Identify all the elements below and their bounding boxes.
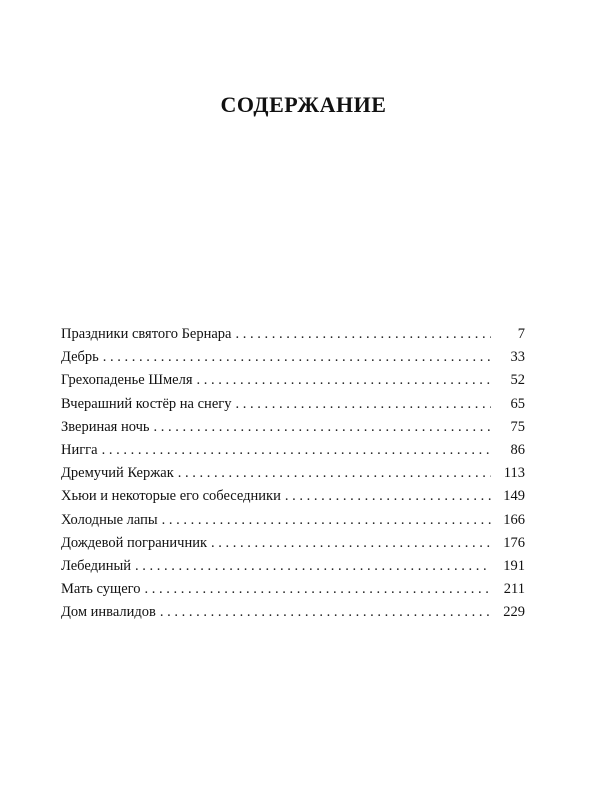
toc-entry-title: Хьюи и некоторые его собеседники (61, 488, 281, 505)
toc-entry-page: 33 (510, 349, 525, 366)
toc-entry-title: Вчерашний костёр на снегу (61, 395, 232, 412)
dot-leader (197, 369, 492, 392)
toc-entry-title: Дебрь (61, 349, 99, 366)
dot-leader (285, 485, 491, 508)
dot-leader (235, 323, 491, 346)
toc-entry-page: 149 (503, 488, 525, 505)
dot-leader (160, 601, 491, 624)
toc-entry-page: 166 (503, 511, 525, 528)
toc-entry (61, 346, 525, 369)
toc-entry (61, 462, 525, 485)
toc-entry (61, 578, 525, 601)
dot-leader (235, 393, 491, 416)
toc-entry-title: Звериная ночь (61, 418, 150, 435)
toc-entry (61, 323, 525, 346)
dot-leader (135, 555, 491, 578)
dot-leader (211, 532, 491, 555)
toc-entry (61, 393, 525, 416)
toc-entry-title: Нигга (61, 441, 98, 458)
toc-entry-page: 65 (510, 395, 525, 412)
toc-entry-page: 75 (510, 418, 525, 435)
toc-entry-title: Дождевой пограничник (61, 534, 208, 551)
toc-entry-page: 229 (503, 604, 525, 621)
toc-entry-page: 176 (503, 534, 525, 551)
toc-entry (61, 601, 525, 624)
table-of-contents (61, 323, 525, 624)
toc-entry-page: 211 (503, 581, 525, 598)
toc-entry-page: 7 (517, 326, 525, 342)
toc-entry (61, 509, 525, 532)
toc-entry-page: 191 (503, 557, 525, 574)
toc-entry-title: Холодные лапы (61, 511, 158, 528)
dot-leader (178, 462, 491, 485)
dot-leader (102, 439, 491, 462)
toc-entry-page: 86 (510, 441, 525, 458)
toc-entry (61, 485, 525, 508)
toc-entry-title: Мать сущего (61, 581, 141, 598)
dot-leader (144, 578, 491, 601)
toc-entry-page: 52 (510, 372, 525, 389)
page-title: СОДЕРЖАНИЕ (220, 92, 387, 117)
dot-leader (162, 509, 491, 532)
toc-entry-title: Лебединый (61, 557, 132, 574)
toc-entry-title: Дом инвалидов (61, 604, 156, 621)
toc-entry (61, 439, 525, 462)
toc-entry (61, 555, 525, 578)
toc-entry-page: 113 (503, 465, 525, 482)
toc-entry-title: Грехопаденье Шмеля (61, 372, 193, 389)
dot-leader (103, 346, 491, 369)
toc-entry-title: Дремучий Кержак (61, 465, 174, 482)
toc-entry (61, 369, 525, 392)
toc-entry (61, 532, 525, 555)
dot-leader (154, 416, 491, 439)
toc-entry (61, 416, 525, 439)
toc-entry-title: Праздники святого Бернара (61, 326, 232, 342)
